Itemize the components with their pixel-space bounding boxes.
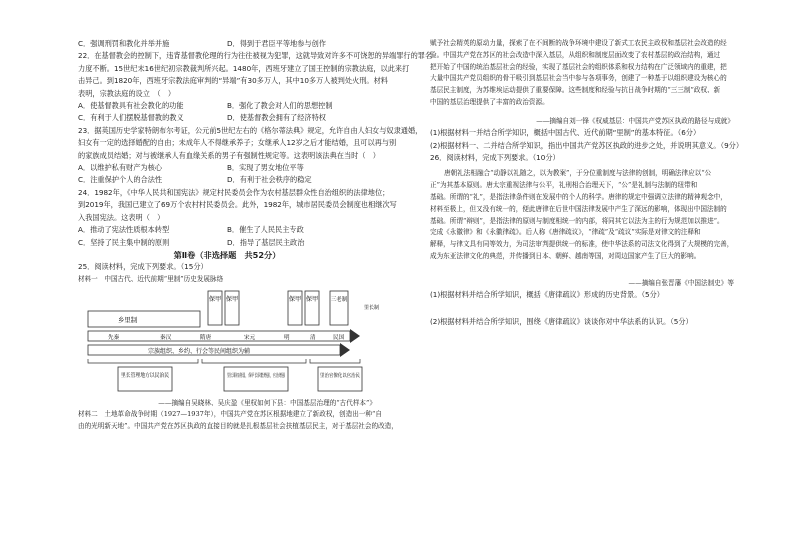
q24-line-1: 24．1982年，《中华人民共和国宪法》规定村民委员会作为农村基层群众性自治组织的法律地位； [78,187,390,197]
q24-option-c[interactable]: C．坚持了民主集中制的原则 [78,237,170,247]
q26-material-1: 唐朝礼法相融合“动静以礼随之，以为教案”，于分位重制度与法律的创制，明确法律应以“公 [444,169,712,178]
q26-sub-1: (1)根据材料并结合所学知识，概括《唐律疏议》形成的历史背景。（5分） [430,290,664,300]
q24-option-a[interactable]: A．推动了宪法性质根本转型 [78,225,170,235]
q21-option-d[interactable]: D．得到于君臣平等地参与创作 [227,39,326,48]
q25-sub-2: (2)根据材料一、二并结合所学知识，指出中国共产党苏区执政的进步之处，并说明其意义。（9分） [430,140,744,150]
material-1-title: 材料一 中国古代、近代前期“里制”历史发展脉络 [78,274,224,283]
zongzu-label: 宗族组织、乡约、行会等民间组织为辅 [148,347,251,355]
dynasty-7: 民国 [333,334,345,341]
bottom-box-1: 里长管理地方以民治民 [121,372,177,379]
q24-option-d[interactable]: D．指导了基层民主政治 [227,237,305,247]
lizhang-label: 里长制 [364,304,380,311]
material-2-cont-4: 大量中国共产党员组织的骨干吸引到基层社会当中参与各项事务，创建了一种基于以组织建设为核心的 [430,74,727,83]
xianglizhi-label: 乡里制 [118,315,138,324]
dynasty-6: 清 [310,334,316,341]
q26-sub-2: (2)根据材料并结合所学知识，围绕《唐律疏议》谈谈你对中华法系的认识。（5分） [430,316,693,326]
q26-material-2: 正”为其基本原则。唐太宗重视法律与公平，礼刑相合治理天下，“公”是礼制与法制的纽带和 [430,181,698,190]
li-system-diagram-svg [78,289,380,397]
baojia-label-1: 保甲 [208,295,222,303]
q24-line-3: 入我国宪法。这表明（ ） [78,212,165,222]
q22-line-3: 击异己。到1820年，西班牙宗教法庭审判的“异端”有30多万人，其中10多万人被判处火刑。材料 [78,76,388,86]
q21-options [78,38,376,50]
q24-option-b[interactable]: B．催生了人民民主专政 [227,225,304,235]
dynasty-5: 明 [284,334,290,341]
q23-line-2: 妇女有一定的选择婚配的自由；未成年人不得继承养子；女继承人12岁之后才能结婚，且可以再与别 [78,138,397,148]
question-23 [78,125,423,187]
q26-material-3: 基础。所谓的“礼”，是指法律条件则在发展中的个人的科学。唐律的规定中强调立法律的精神观念中， [430,193,727,201]
q23-option-c[interactable]: C．注重保护个人的合法性 [78,175,163,185]
q26-material-8: 成为东亚法律文化的典范，并传播到日本、朝鲜、越南等国，对周边国家产生了巨大的影响。 [430,251,701,260]
q23-line-1: 23．据英国历史学家特朗布尔考证，公元前5世纪左右的《格尔蒂法典》规定，允许自由人妇女与奴隶通婚， [78,125,423,135]
q21-option-c[interactable]: C．强调刑罚和教化并举并施 [78,39,170,48]
material-2-cont-1: 赋予社会精英的原动力量，探索了在不间断的战争环境中建设了新式工农民主政权和基层社会改造的经 [430,39,727,47]
q22-option-a[interactable]: A．使基督教具有社会教化的功能 [78,101,184,111]
q22-line-2: 力度不断。15世纪末16世纪初宗教裁判所兴起。1480年，西班牙建立了国王控制的宗教法庭，以此来打 [78,63,410,73]
material-2-line-1: 材料二 土地革命战争时期（1927—1937年），中国共产党在苏区根据地建立了新政权，创造出一种“自 [78,409,382,418]
dynasty-2: 秦汉 [160,334,172,341]
material-2-cont-6: 中国的基层治理提供了丰富的政治资源。 [430,97,549,106]
q22-line-4: 表明，宗教法庭的设立 （ ） [78,88,176,98]
material-2-cont-5: 基层民主制度，为苏维埃运动提供了重要保障。这些制度和经验与抗日战争时期的“三三制”政权、新 [430,86,721,95]
left-column [78,38,433,433]
q26-material-7: 解释，与律文具有同等效力，为司法审判提供统一的标准，使中华法系的司法文化得到了大规模的完善， [430,240,734,249]
q22-option-b[interactable]: B．强化了教会对人们的思想控制 [227,101,333,111]
dynasty-4: 宋元 [244,334,256,341]
material-2-cont-3: 把开始了中国的统治基层社会的经验，实现了基层社会的组织体系和权力结构在广泛领域内的重建，把 [430,62,727,71]
q25-sub-1: (1)根据材料一并结合所学知识，概括中国古代、近代前期“里制”的基本特征。（6分） [430,128,701,138]
q22-option-d[interactable]: D．使基督教会拥有了经济特权 [227,113,326,123]
q24-line-2: 到2019年，我国已建立了69万个农村村民委员会。此外，1982年，城市居民委员会制度也相继次写 [78,200,397,210]
dynasty-3: 隋唐 [200,334,212,341]
q26-material-4: 材料至极上，但又没有统一的，便此唐律在后世中国法律发展中产生了深远的影响，体现出中国法制的 [430,204,727,213]
baojia-label-3: 保甲 [288,295,302,303]
source-3: ——摘编自张晋藩《中国法制史》等 [628,278,734,287]
q26-material-5: 基础。所谓“辩则”，是指法律的原则与制度相统一的内部，将同其它以法为主的行为规范加以推进“。 [430,216,724,225]
q25-intro: 25．阅读材料，完成下列要求。（15分） [78,262,208,272]
bottom-box-3: 里治官僚化以官治民 [320,372,367,379]
q22-option-c[interactable]: C．有利于人们摆脱基督教的教义 [78,113,184,123]
li-system-diagram [78,289,380,397]
section-2-title: 第Ⅱ卷（非选择题 共52分） [173,249,281,260]
baojia-label-4: 保甲 [305,295,319,303]
q22-line-1: 22．在基督教会的控制下，违背基督教伦理的行为往往被视为犯罪，这就导致对许多不可饶恕的异端罪行的罪名 [78,51,433,61]
material-2-line-2: 由的光明新天地”。中国共产党在苏区执政的直接目的就是扎根基层社会扶植基层民主，对于基层社会的改造， [78,421,398,430]
q26-material-6: 完成《永徽律》和《永徽律疏》。后人称《唐律疏议》，“律疏”及“疏议”实际是对律文的注释和 [430,228,701,237]
q23-line-3: 的家族成员结婚；对与被继承人有血缘关系的男子有强制性规定等。这表明该法典在当时（ ） [78,150,380,160]
q23-option-b[interactable]: B．实现了男女地位平等 [227,163,304,173]
dynasty-1: 先秦 [108,334,120,341]
question-22 [78,50,433,124]
question-24 [78,187,397,249]
material-2-cont-2: 验。中国共产党在苏区的社会改造中深入基层，从组织和制度层面改变了农村基层的政治结构，通过 [430,50,721,59]
source-1: ——摘编自吴晓林、吴庆盈《里权如何下县：中国基层治理的“古代样本”》 [158,398,376,407]
source-2: ——摘编自刘一锋《权威基层：中国共产党苏区执政的路径与成就》 [536,116,734,125]
bottom-box-2: 里长职权削弱，保甲长职能增强，官治增强 [227,372,326,379]
q23-option-a[interactable]: A．以维护私有财产为核心 [78,163,162,173]
q26-intro: 26．阅读材料，完成下列要求。（10分） [430,153,560,162]
sanlao-label: 三老制 [330,296,348,303]
baojia-label-2: 保甲 [225,295,239,303]
q23-option-d[interactable]: D．有利于社会秩序的稳定 [227,175,312,185]
right-column [430,38,744,328]
